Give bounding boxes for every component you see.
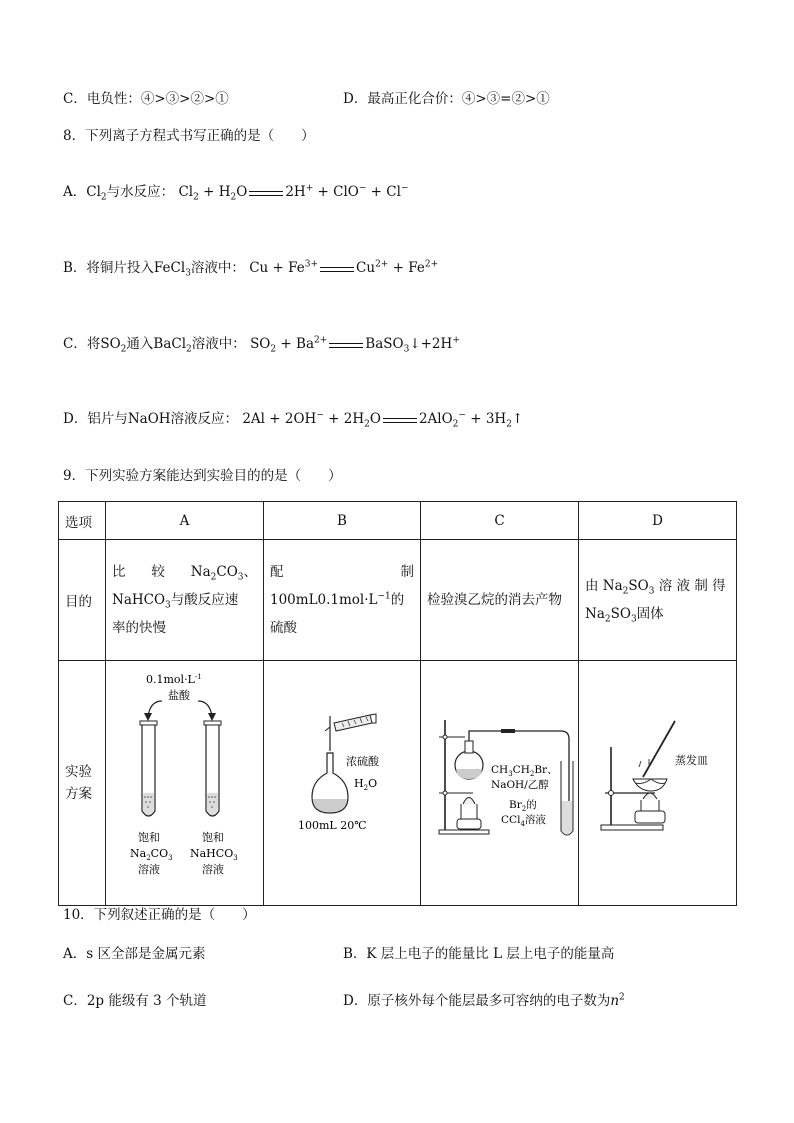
purpose-c: 检验溴乙烷的消去产物 — [421, 540, 579, 661]
scheme-a — [106, 661, 264, 906]
scheme-c — [421, 661, 579, 906]
q8-option-b: B．将铜片投入FeCl$_3$溶液中： $Cu + Fe^{3+}$ $Cu^{2+} + Fe^{2+}$ — [63, 259, 439, 279]
q10-option-a: A．s 区全部是金属元素 — [63, 946, 206, 962]
row-purpose-label: 目的 — [59, 540, 106, 661]
q9-table — [58, 501, 737, 906]
header-b: B — [264, 502, 421, 540]
q8-stem: 8．下列离子方程式书写正确的是（ ） — [63, 128, 315, 144]
q8-option-c: C．将$SO_2$通入BaCl$_2$溶液中： $SO_2 + Ba^{2+}$ BaSO$_3$↓+2H+ — [63, 335, 460, 355]
fig-a-concentration: $0.1mol\cdot L^{-1}$ — [146, 673, 202, 686]
header-d: D — [579, 502, 737, 540]
header-option: 选项 — [59, 502, 106, 540]
q8-d-equation: $2Al + 2OH^- + 2H_2O$ $2AlO_2^- + 3H_2↑$ — [242, 410, 524, 430]
scheme-d — [579, 661, 737, 906]
svg-text:溶液: 溶液 — [138, 863, 160, 876]
q7-option-d: D．最高正化合价：④>③=②>① — [343, 91, 550, 107]
q7-option-c: C．电负性：④>③>②>① — [63, 91, 229, 107]
q10-stem: 10．下列叙述正确的是（ ） — [63, 907, 256, 923]
q9-stem: 9．下列实验方案能达到实验目的的是（ ） — [63, 468, 342, 484]
q8-option-a: A．$Cl_2$与水反应： $Cl_2 + H_2O$ 2H+ + ClO− + Cl− — [63, 183, 409, 203]
q10-option-c: C．2p 能级有 3 个轨道 — [63, 993, 207, 1009]
header-a: A — [106, 502, 264, 540]
header-c: C — [421, 502, 579, 540]
svg-text:蒸发皿: 蒸发皿 — [675, 754, 708, 767]
svg-text:CCl4溶液: CCl$_4$溶液 — [501, 814, 546, 828]
svg-text:NaHCO3: NaHCO$_3$ — [190, 847, 238, 862]
svg-text:饱和: 饱和 — [138, 831, 160, 844]
svg-text:CH3CH2Br、: $CH_3CH_2Br$、 — [491, 764, 558, 778]
svg-text:溶液: 溶液 — [202, 863, 224, 876]
svg-text:H2O: $H_2O$ — [354, 777, 378, 792]
q8-c-equation: $SO_2 + Ba^{2+}$ BaSO$_3$↓+2H+ — [250, 335, 460, 355]
svg-text:饱和: 饱和 — [202, 831, 224, 844]
purpose-d: 由 $Na_2SO_3$ 溶 液 制 得 $Na_2SO_3$固体 — [579, 540, 737, 661]
figure-test-tubes — [106, 661, 263, 901]
q10-option-d: D．原子核外每个能层最多可容纳的电子数为$n^2$ — [343, 992, 625, 1009]
figure-volumetric-flask — [264, 661, 420, 901]
svg-text:100mL 20℃: 100mL 20℃ — [298, 819, 367, 832]
figure-evaporating-dish — [579, 661, 736, 901]
row-scheme-label: 实验 方案 — [59, 661, 106, 906]
svg-text:NaOH/乙醇: NaOH/乙醇 — [491, 779, 549, 791]
purpose-a: 比 较 $Na_2CO_3$、 NaHCO$_3$与酸反应速 率的快慢 — [106, 540, 264, 661]
purpose-b: 配 制 $100mL0.1mol\cdot L^{-1}$的 硫酸 — [264, 540, 421, 661]
q8-b-equation: $Cu + Fe^{3+}$ $Cu^{2+} + Fe^{2+}$ — [249, 259, 439, 276]
q8-option-d: D．铝片与NaOH溶液反应： $2Al + 2OH^- + 2H_2O$ $2AlO_2^- + 3H_2↑$ — [63, 410, 524, 430]
svg-text:Na2CO3: $Na_2CO_3$ — [130, 847, 173, 862]
fig-a-acid: 盐酸 — [168, 689, 190, 702]
scheme-b — [264, 661, 421, 906]
q10-option-b: B．K 层上电子的能量比 L 层上电子的能量高 — [343, 946, 615, 962]
q8-a-equation: $Cl_2 + H_2O$ 2H+ + ClO− + Cl− — [178, 183, 409, 203]
svg-text:浓硫酸: 浓硫酸 — [346, 755, 379, 768]
figure-elimination-apparatus — [421, 661, 578, 901]
svg-text:Br2的: $Br_2$的 — [509, 799, 537, 813]
